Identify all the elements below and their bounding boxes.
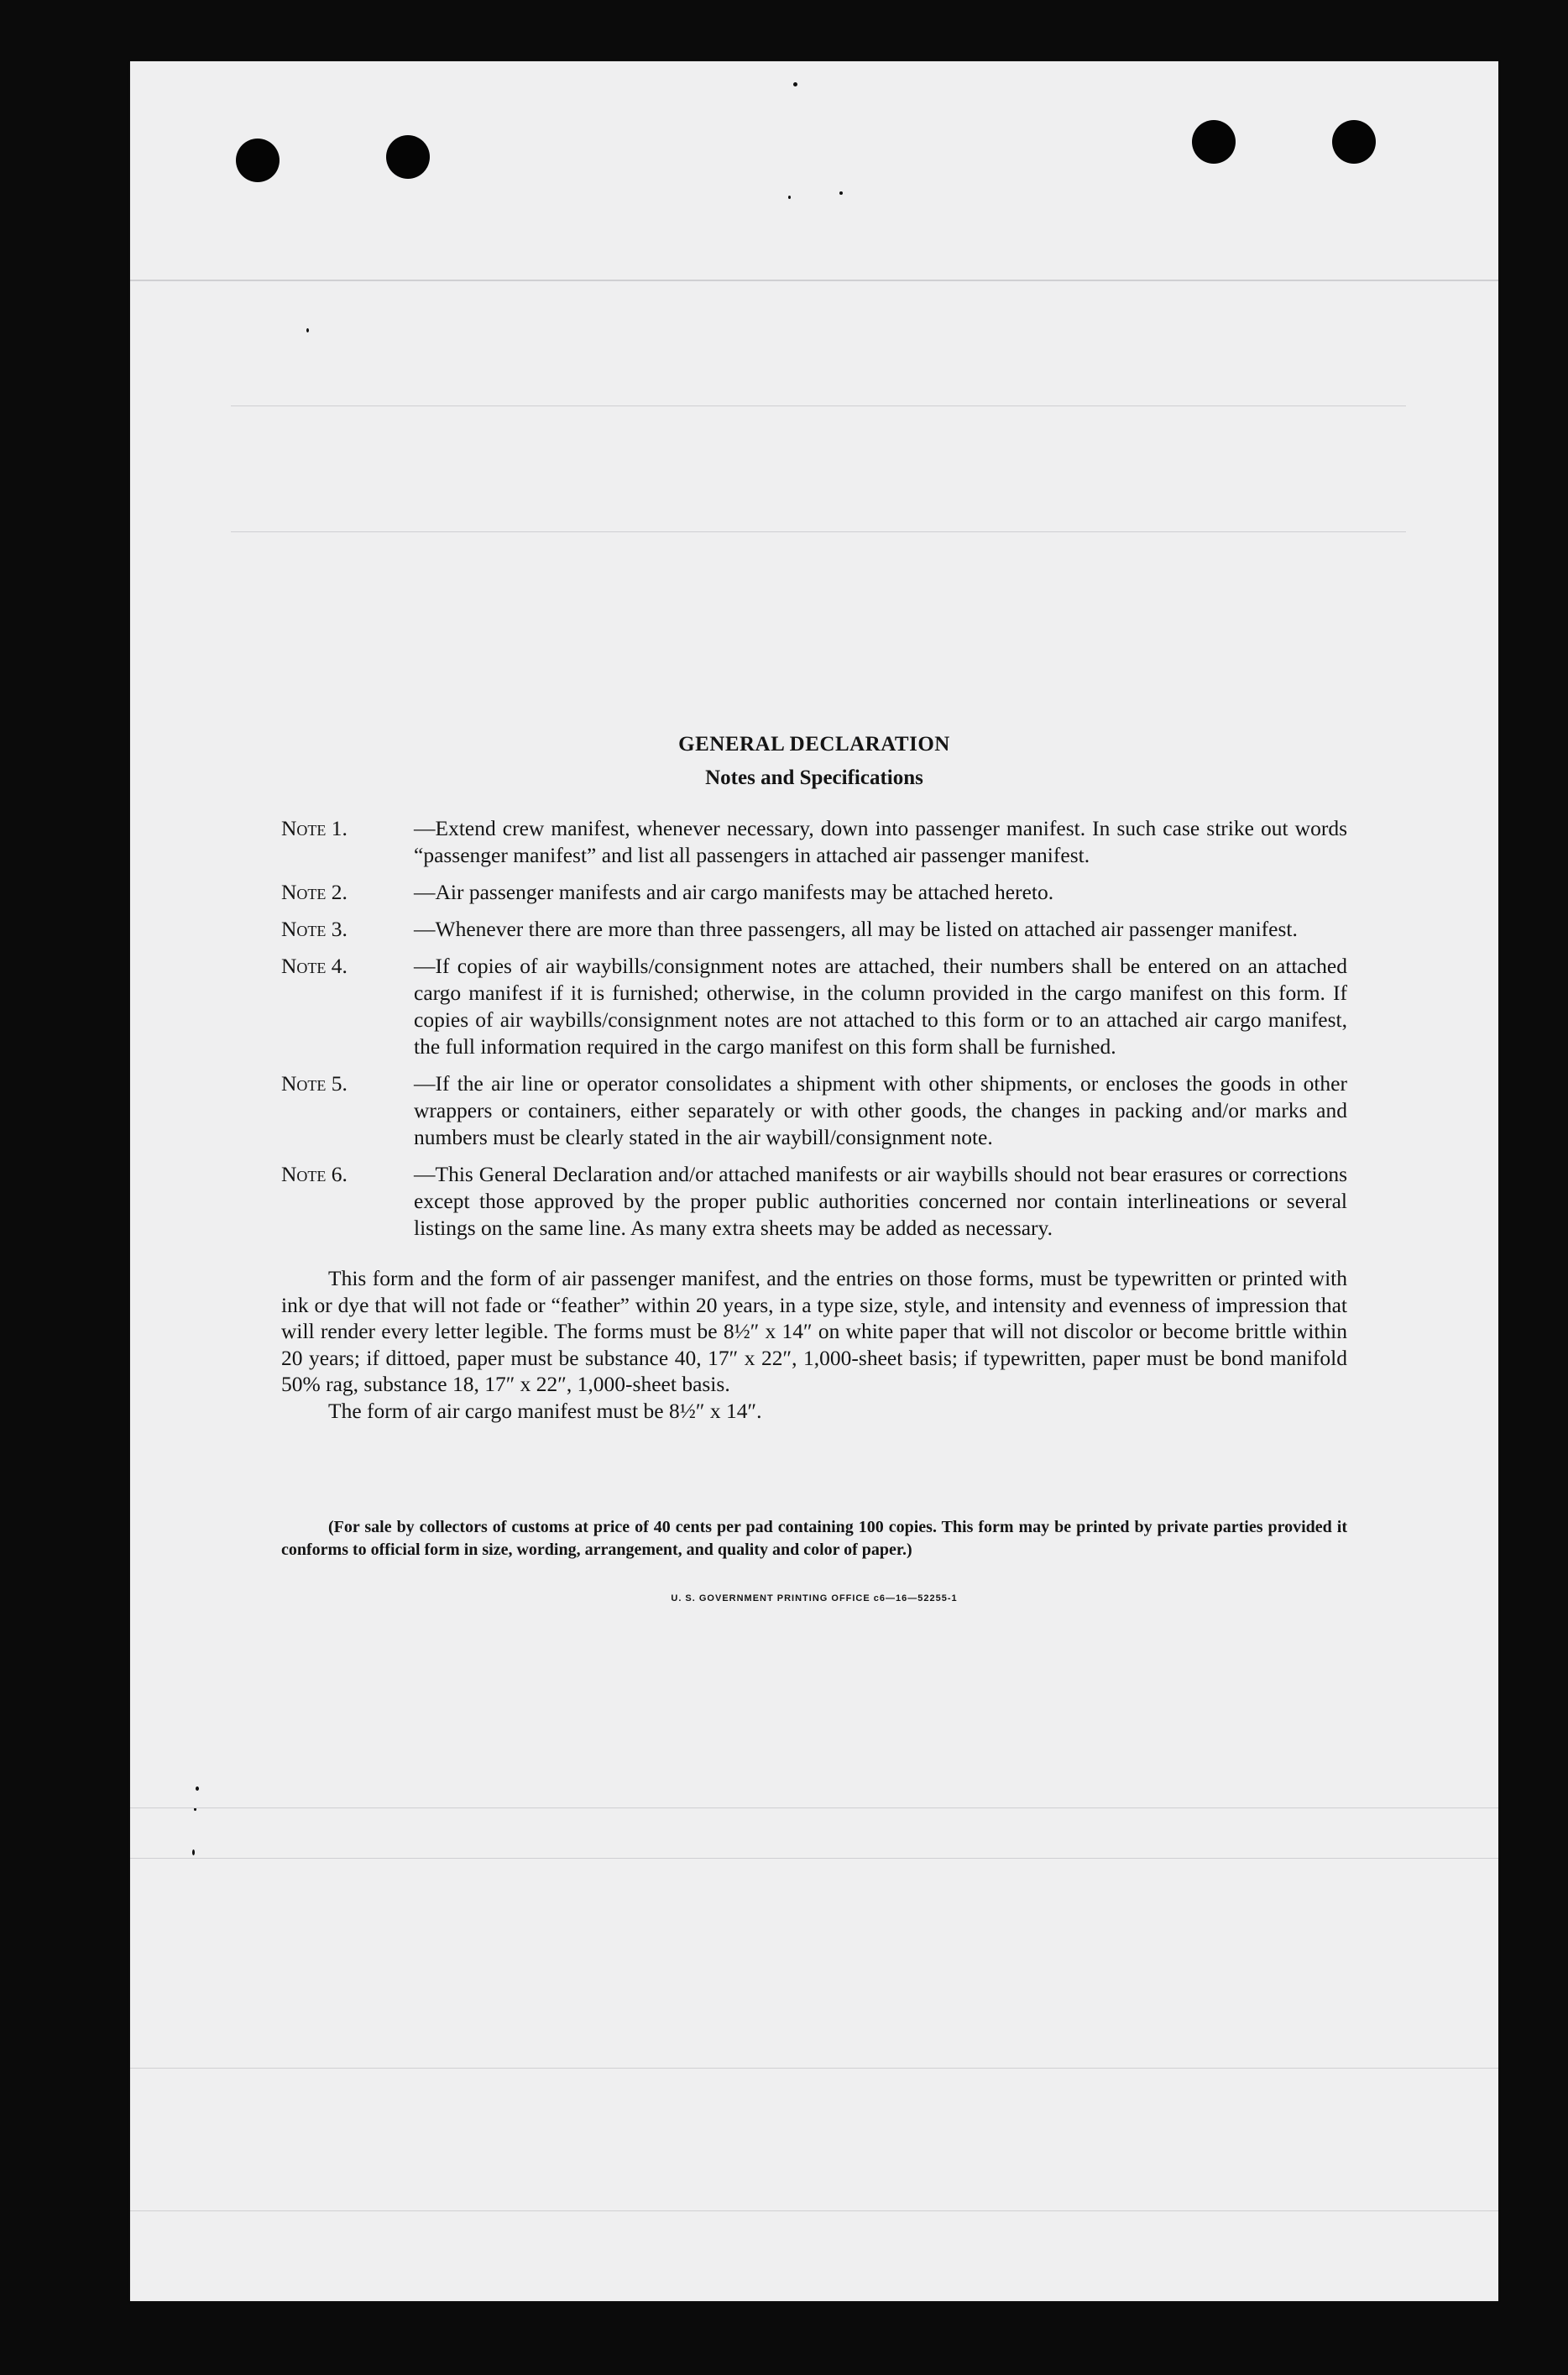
show-through-line	[130, 1858, 1498, 1859]
document-page	[130, 61, 1498, 2301]
show-through-line	[231, 531, 1406, 532]
show-through-line	[130, 2210, 1498, 2211]
speck	[793, 82, 797, 86]
cargo-manifest-size-paragraph: The form of air cargo manifest must be 8½″ x 14″.	[328, 1398, 762, 1423]
note-text: —If copies of air waybills/consignment notes are attached, their numbers shall be entered on an attached cargo manifest if it is furnished; otherwise, in the column provided in the cargo manifest on this form. If copies of air waybills/consignment notes are not attached to this form or to an attached air cargo manifest, the full information required in the cargo manifest on this form shall be furnished.	[414, 954, 1347, 1059]
show-through-line	[231, 405, 1406, 406]
note-5	[281, 1070, 1347, 1151]
page-title: GENERAL DECLARATION	[678, 733, 950, 756]
note-label: Note 4.	[281, 954, 348, 978]
note-4	[281, 953, 1347, 1060]
notes-list	[281, 815, 1347, 1242]
show-through-line	[130, 280, 1498, 281]
note-2	[281, 879, 1347, 906]
speck	[306, 328, 309, 332]
note-6	[281, 1161, 1347, 1242]
note-text: —If the air line or operator consolidates a shipment with other shipments, or encloses the goods in other wrappers or containers, either separately or with other goods, the changes in packing and/or marks and numbers must be clearly stated in the air waybill/consignment note.	[414, 1071, 1347, 1149]
note-label: Note 1.	[281, 816, 348, 840]
note-label: Note 5.	[281, 1071, 348, 1096]
speck	[192, 1849, 195, 1855]
document-body	[281, 674, 1347, 1603]
punch-hole-2	[386, 135, 430, 179]
punch-hole-4	[1332, 120, 1376, 164]
note-text: —This General Declaration and/or attached manifests or air waybills should not bear erasures or corrections except those approved by the proper public authorities concerned nor contain interlineations or several listings on the same line. As many extra sheets may be added as necessary.	[414, 1162, 1347, 1240]
note-label: Note 6.	[281, 1162, 348, 1186]
note-text: —Air passenger manifests and air cargo manifests may be attached hereto.	[414, 880, 1054, 904]
note-label: Note 2.	[281, 880, 348, 904]
show-through-line	[130, 1807, 1498, 1808]
punch-hole-1	[236, 139, 280, 182]
note-text: —Whenever there are more than three passengers, all may be listed on attached air passenger manifest.	[414, 917, 1298, 941]
note-1	[281, 815, 1347, 869]
note-3	[281, 916, 1347, 943]
sale-notice: (For sale by collectors of customs at price of 40 cents per pad containing 100 copies. This form may be printed by private parties provided it conforms to official form in size, wording, arrangement, and quality and color of paper.)	[281, 1518, 1347, 1559]
speck	[196, 1786, 199, 1791]
note-label: Note 3.	[281, 917, 348, 941]
page-subtitle: Notes and Specifications	[705, 766, 923, 789]
speck	[839, 191, 843, 195]
note-text: —Extend crew manifest, whenever necessary, down into passenger manifest. In such case strike out words “passenger manifest” and list all passengers in attached air passenger manifest.	[414, 816, 1347, 867]
printer-imprint: U. S. GOVERNMENT PRINTING OFFICE c6—16—52255-1	[671, 1593, 958, 1603]
punch-hole-3	[1192, 120, 1236, 164]
speck	[788, 196, 791, 199]
show-through-line	[130, 2068, 1498, 2069]
paper-specification-paragraph: This form and the form of air passenger manifest, and the entries on those forms, must be typewritten or printed with ink or dye that will not fade or “feather” within 20 years, in a type size, style, and intensity and evenness of impression that will render every letter legible. The forms must be 8½″ x 14″ on white paper that will not discolor or become brittle within 20 years; if dittoed, paper must be substance 40, 17″ x 22″, 1,000-sheet basis; if typewritten, paper must be bond manifold 50% rag, substance 18, 17″ x 22″, 1,000-sheet basis.	[281, 1266, 1347, 1396]
